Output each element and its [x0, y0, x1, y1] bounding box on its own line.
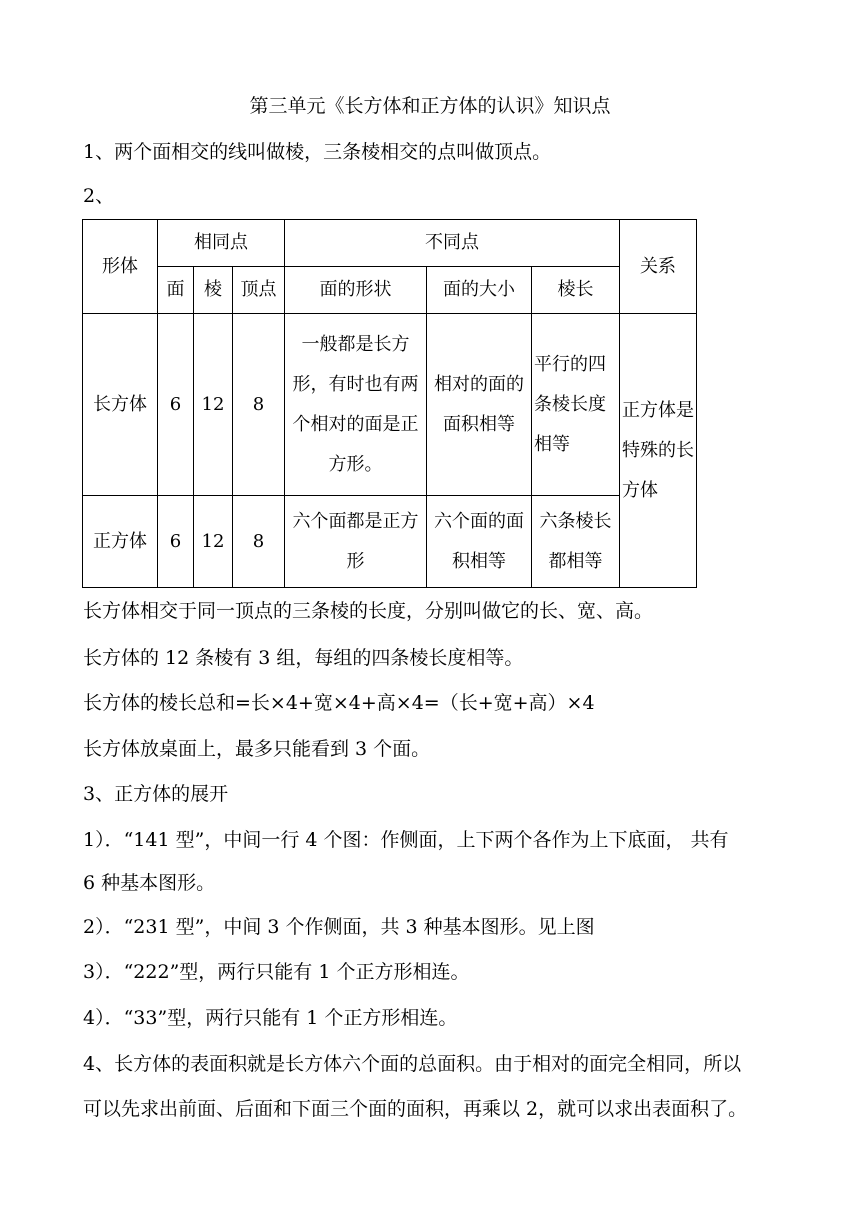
- net-type-141-cont: 6 种基本图形。: [83, 872, 216, 894]
- header-same-points: 相同点: [158, 220, 285, 267]
- cuboid-vertices: 8: [233, 314, 285, 496]
- cube-face-shape: 六个面都是正方形: [285, 496, 427, 588]
- relation-cell: 正方体是特殊的长方体: [620, 314, 697, 588]
- cuboid-edge-length: 平行的四条棱长度相等: [532, 314, 620, 496]
- cuboid-face-size: 相对的面的面积相等: [427, 314, 532, 496]
- cuboid-edge-groups: 长方体的 12 条棱有 3 组，每组的四条棱长度相等。: [83, 647, 524, 669]
- table-row-cuboid: [83, 314, 697, 496]
- point-4-surface-area-cont: 可以先求出前面、后面和下面三个面的面积，再乘以 2，就可以求出表面积了。: [83, 1098, 748, 1120]
- net-type-222: 3）．“222”型，两行只能有 1 个正方形相连。: [83, 961, 470, 983]
- cuboid-length-width-height: 长方体相交于同一顶点的三条棱的长度，分别叫做它的长、宽、高。: [83, 600, 654, 622]
- cube-faces: 6: [158, 496, 194, 588]
- cuboid-face-shape: 一般都是长方形，有时也有两个相对的面是正方形。: [285, 314, 427, 496]
- net-type-231: 2）．“231 型”，中间 3 个作侧面，共 3 种基本图形。见上图: [83, 916, 595, 938]
- header-shape: 形体: [83, 220, 158, 314]
- table-row-cube: [83, 496, 697, 588]
- header-edge-length: 棱长: [532, 267, 620, 314]
- header-face-shape: 面的形状: [285, 267, 427, 314]
- point-2-label: 2、: [83, 185, 115, 207]
- cube-face-size: 六个面的面积相等: [427, 496, 532, 588]
- cuboid-edges: 12: [194, 314, 233, 496]
- document-title: 第三单元《长方体和正方体的认识》知识点: [249, 95, 611, 117]
- point-3-cube-nets: 3、正方体的展开: [83, 783, 229, 805]
- cube-edge-length: 六条棱长都相等: [532, 496, 620, 588]
- header-vertex: 顶点: [233, 267, 285, 314]
- cuboid-name: 长方体: [83, 314, 158, 496]
- point-4-surface-area: 4、长方体的表面积就是长方体六个面的总面积。由于相对的面完全相同，所以: [83, 1053, 742, 1075]
- cuboid-faces: 6: [158, 314, 194, 496]
- cube-vertices: 8: [233, 496, 285, 588]
- net-type-33: 4）．“33”型，两行只能有 1 个正方形相连。: [83, 1007, 458, 1029]
- header-edge: 棱: [194, 267, 233, 314]
- cube-name: 正方体: [83, 496, 158, 588]
- header-relation: 关系: [620, 220, 697, 314]
- point-1-edges-vertices: 1、两个面相交的线叫做棱，三条棱相交的点叫做顶点。: [83, 141, 552, 163]
- cube-edges: 12: [194, 496, 233, 588]
- cuboid-visible-faces: 长方体放桌面上，最多只能看到 3 个面。: [83, 738, 431, 760]
- header-face-size: 面的大小: [427, 267, 532, 314]
- comparison-table: [82, 219, 697, 588]
- header-different-points: 不同点: [285, 220, 620, 267]
- cuboid-edge-sum-formula: 长方体的棱长总和=长×4+宽×4+高×4=（长+宽+高）×4: [83, 692, 595, 714]
- header-face: 面: [158, 267, 194, 314]
- net-type-141: 1）．“141 型”，中间一行 4 个图：作侧面，上下两个各作为上下底面， 共有: [83, 829, 729, 851]
